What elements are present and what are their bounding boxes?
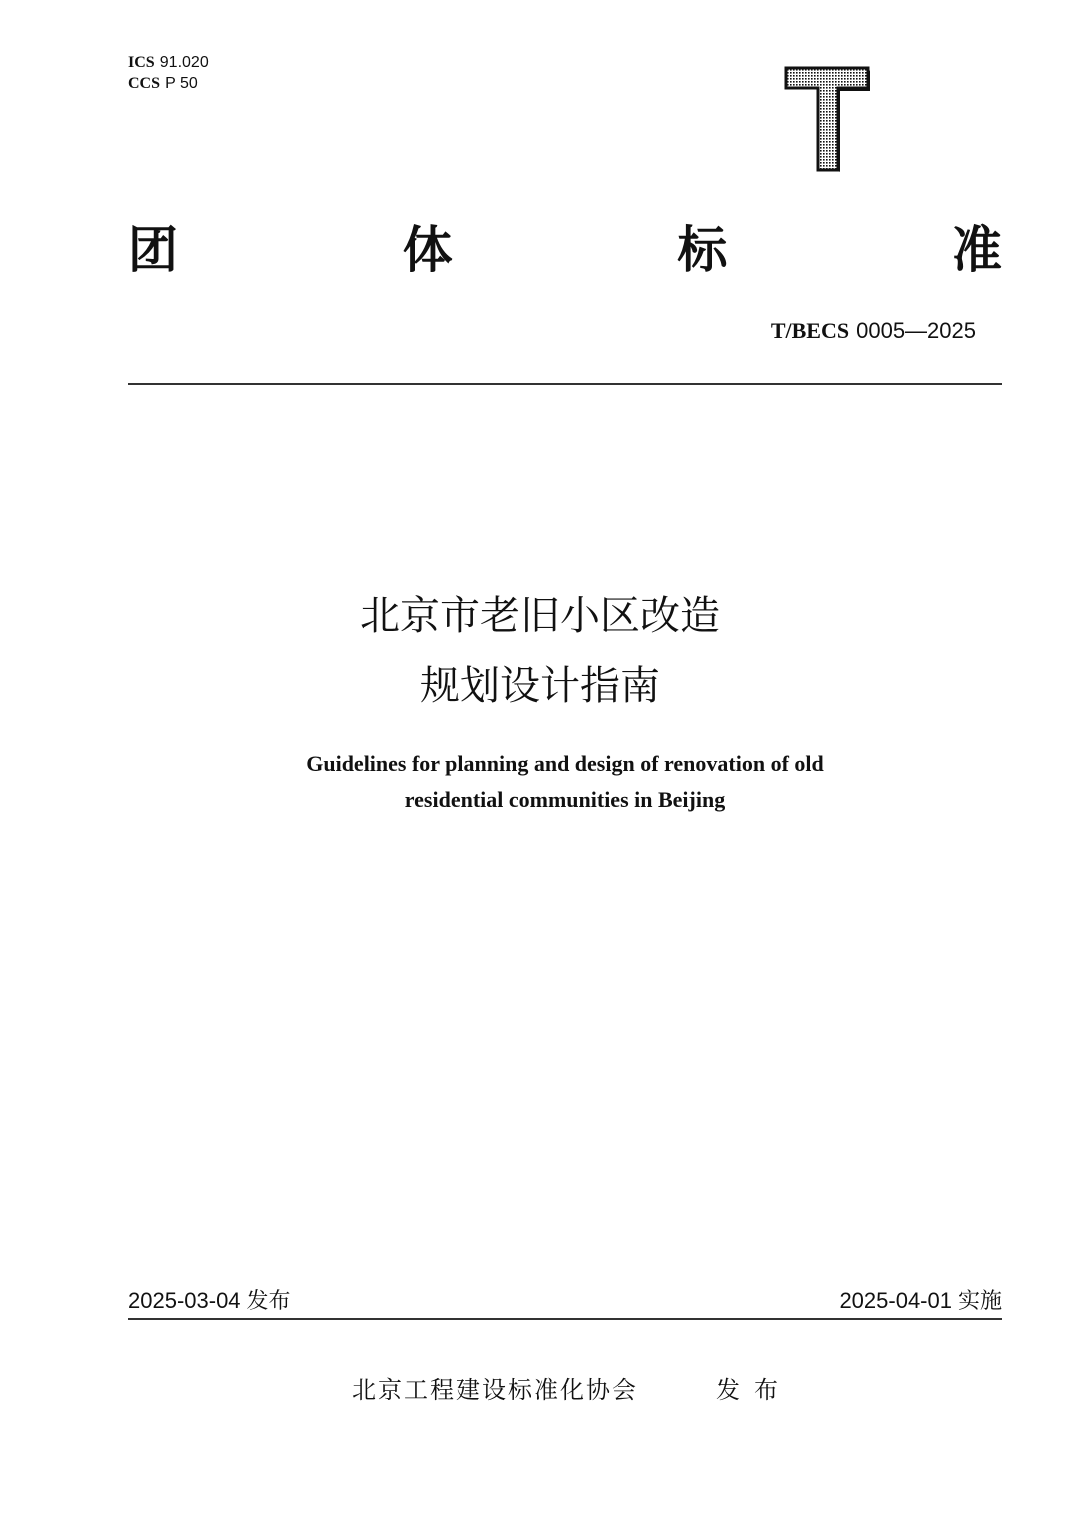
standard-type-t-logo [784, 66, 872, 174]
release-date [128, 1284, 291, 1315]
chinese-title-line-2: 规划设计指南 [420, 663, 660, 709]
classification-codes [128, 52, 209, 94]
english-title-line-2: residential communities in Beijing [404, 787, 726, 812]
chinese-title-line-1: 北京市老旧小区改造 [360, 593, 720, 639]
ics-code [128, 52, 209, 73]
document-category [128, 215, 1002, 285]
standard-code: 0005—2025 [856, 318, 976, 343]
ics-value: 91.020 [159, 54, 209, 71]
standard-number [771, 318, 976, 344]
category-char-2: 体 [402, 221, 453, 279]
footer-divider [128, 1318, 1002, 1320]
release-date-value: 2025-03-04 [128, 1288, 241, 1313]
release-label: 发布 [246, 1289, 291, 1314]
category-char-3: 标 [677, 221, 728, 279]
category-char-1: 团 [128, 221, 178, 279]
category-char-4: 准 [951, 221, 1002, 279]
standard-prefix: T/BECS [770, 318, 850, 343]
issuing-organization: 北京工程建设标准化协会 [352, 1376, 638, 1404]
ccs-code [128, 73, 209, 94]
ccs-value: P 50 [165, 75, 198, 92]
header-divider [128, 383, 1002, 385]
ccs-label: CCS [128, 75, 161, 92]
ics-label: ICS [128, 54, 155, 71]
implementation-date [839, 1284, 1002, 1315]
implementation-label: 实施 [957, 1289, 1002, 1314]
english-title-line-1: Guidelines for planning and design of renovation of old [306, 751, 824, 776]
implementation-date-value: 2025-04-01 [839, 1288, 952, 1313]
issue-statement: 发布 [716, 1376, 792, 1404]
